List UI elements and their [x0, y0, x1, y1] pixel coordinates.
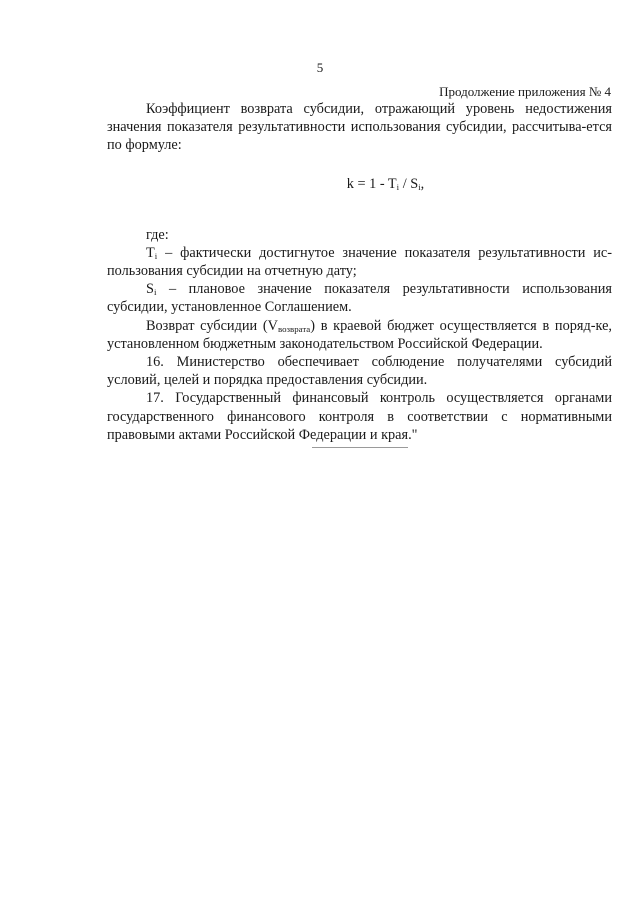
- s-symbol-index: i: [153, 287, 157, 298]
- formula-left: k = 1 - T: [346, 175, 397, 192]
- t-definition-text: – фактически достигнутое значение показателя результативности ис-пользования субсидии на отчетную дату;: [107, 244, 612, 280]
- page-number: 5: [316, 60, 324, 75]
- refund-text-before: Возврат субсидии (V: [146, 317, 278, 334]
- s-symbol: S: [146, 281, 154, 298]
- formula-s-index: i: [418, 181, 421, 192]
- refund-text-after: ) в краевой бюджет осуществляется в поряд-ке, установленном бюджетным законодательством Российской Федерации.: [107, 317, 612, 352]
- s-definition-text: – плановое значение показателя результативности использования субсидии, установленное Соглашением.: [107, 281, 612, 316]
- item-16-paragraph: 16. Министерство обеспечивает соблюдение получателями субсидий условий, целей и порядка предоставления субсидии.: [107, 354, 612, 389]
- s-definition-paragraph: [107, 280, 612, 316]
- refund-index: возврата: [277, 323, 311, 334]
- formula-t-index: i: [396, 181, 400, 192]
- document-body: [107, 100, 612, 444]
- refund-coefficient-formula: [107, 155, 612, 213]
- refund-paragraph: [107, 317, 612, 353]
- t-symbol: T: [146, 244, 155, 261]
- end-divider-line: [312, 447, 408, 448]
- where-label: где:: [146, 226, 169, 243]
- t-symbol-index: i: [154, 251, 158, 262]
- formula-middle: / S: [399, 175, 419, 192]
- t-definition-paragraph: [107, 244, 612, 280]
- formula-end: ,: [420, 175, 425, 192]
- item-17-paragraph: 17. Государственный финансовый контроль осуществляется органами государственного финансового контроля в соответствии с нормативными правовыми актами Российской Федерации и края.": [107, 390, 612, 443]
- annex-continuation-note: Продолжение приложения № 4: [439, 84, 611, 99]
- intro-paragraph: Коэффициент возврата субсидии, отражающий уровень недостижения значения показателя результативности использования субсидии, рассчитыва-ется по формуле:: [107, 101, 612, 154]
